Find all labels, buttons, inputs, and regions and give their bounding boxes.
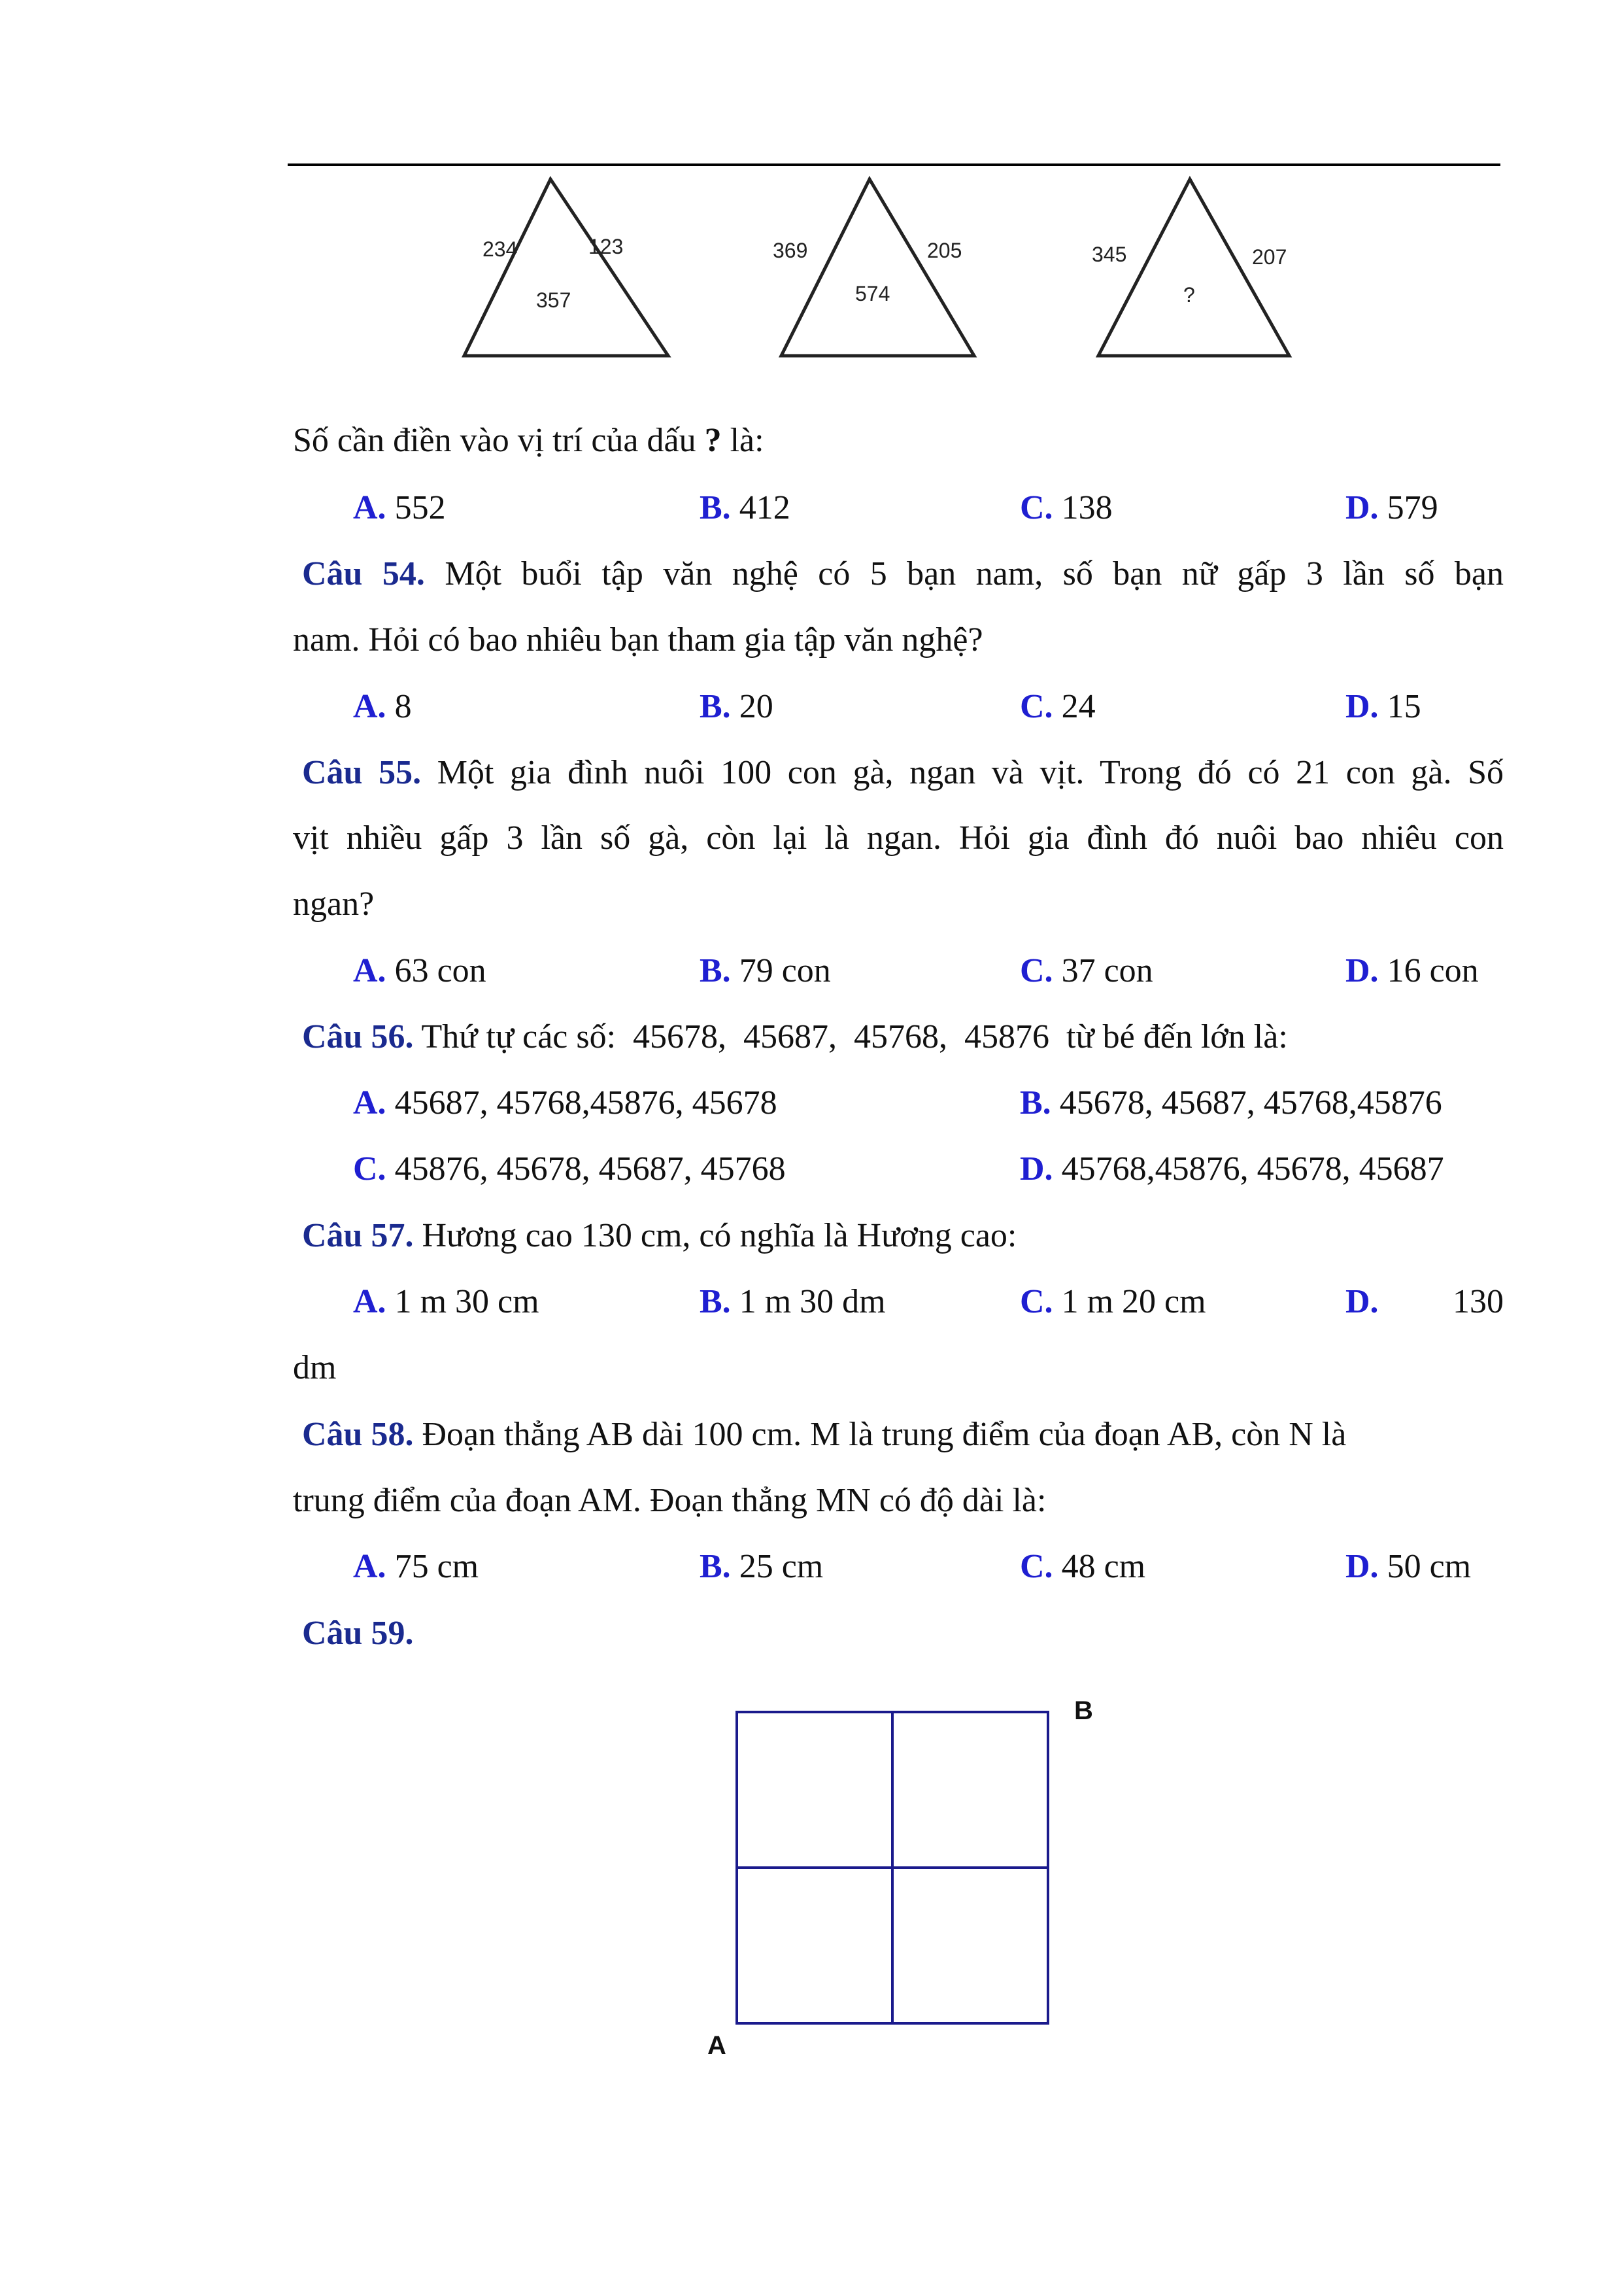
q57-wrap: dm (293, 1349, 337, 1386)
q56-option-a[interactable]: A. 45687, 45768,45876, 45678 (353, 1084, 777, 1122)
q55-option-d[interactable]: D. 16 con (1345, 952, 1479, 989)
q55-line1: Câu 55. Một gia đình nuôi 100 con gà, ngan và vịt. Trong đó có 21 con gà. Số (302, 754, 1504, 791)
triangle-1 (464, 179, 668, 356)
q58-line1: Câu 58. Đoạn thẳng AB dài 100 cm. M là trung điểm của đoạn AB, còn N là (302, 1416, 1347, 1453)
q58-option-d[interactable]: D. 50 cm (1345, 1548, 1472, 1585)
triangle-figure (431, 171, 1360, 397)
triangle-1-left: 234 (482, 237, 518, 261)
q53-option-a[interactable]: A. 552 (353, 489, 446, 526)
triangle-2-center: 574 (855, 282, 890, 305)
point-b-label: B (1074, 1696, 1093, 1725)
triangle-1-right: 123 (588, 235, 624, 258)
q58-number: Câu 58. (302, 1416, 414, 1453)
q57-option-a[interactable]: A. 1 m 30 cm (353, 1283, 539, 1320)
q55-option-b[interactable]: B. 79 con (700, 952, 831, 989)
q57-number: Câu 57. (302, 1217, 414, 1254)
q55-option-c[interactable]: C. 37 con (1020, 952, 1153, 989)
q56-option-b[interactable]: B. 45678, 45687, 45768,45876 (1020, 1084, 1442, 1122)
q53-prompt: Số cần điền vào vị trí của dấu ? là: (293, 422, 764, 459)
q55-line3: ngan? (293, 885, 375, 923)
q58-line2: trung điểm của đoạn AM. Đoạn thẳng MN có độ dài là: (293, 1482, 1047, 1519)
q56-option-d[interactable]: D. 45768,45876, 45678, 45687 (1020, 1150, 1444, 1188)
q56-number: Câu 56. (302, 1018, 414, 1055)
q53-option-b[interactable]: B. 412 (700, 489, 790, 526)
q54-option-a[interactable]: A. 8 (353, 688, 412, 725)
q58-option-a[interactable]: A. 75 cm (353, 1548, 479, 1585)
triangle-3 (1092, 179, 1289, 356)
q54-number: Câu 54. (302, 555, 425, 592)
q57-line1: Câu 57. Hương cao 130 cm, có nghĩa là Hương cao: (302, 1217, 1017, 1254)
q54-option-c[interactable]: C. 24 (1020, 688, 1096, 725)
square-grid (735, 1711, 1049, 2025)
q57-option-c[interactable]: C. 1 m 20 cm (1020, 1283, 1206, 1320)
q56-line1: Câu 56. Thứ tự các số: 45678, 45687, 45768, 45876 từ bé đến lớn là: (302, 1018, 1288, 1055)
q58-option-c[interactable]: C. 48 cm (1020, 1548, 1146, 1585)
triangle-3-right: 207 (1252, 245, 1287, 269)
triangle-2-right: 205 (927, 239, 962, 262)
q53-option-d[interactable]: D. 579 (1345, 489, 1438, 526)
q57-option-b[interactable]: B. 1 m 30 dm (700, 1283, 886, 1320)
q58-option-b[interactable]: B. 25 cm (700, 1548, 824, 1585)
triangle-2 (773, 179, 974, 356)
q55-line2: vịt nhiều gấp 3 lần số gà, còn lại là ngan. Hỏi gia đình đó nuôi bao nhiêu con (293, 819, 1504, 857)
q57-option-d[interactable]: D. 130 (1345, 1283, 1504, 1320)
q55-number: Câu 55. (302, 754, 422, 791)
q59-number: Câu 59. (302, 1615, 414, 1652)
q54-line2: nam. Hỏi có bao nhiêu bạn tham gia tập văn nghệ? (293, 621, 983, 659)
top-rule (288, 163, 1500, 166)
q54-option-b[interactable]: B. 20 (700, 688, 773, 725)
q55-option-a[interactable]: A. 63 con (353, 952, 486, 989)
triangle-3-left: 345 (1092, 243, 1127, 266)
triangle-2-left: 369 (773, 239, 808, 262)
point-a-label: A (707, 2031, 726, 2060)
q53-option-c[interactable]: C. 138 (1020, 489, 1113, 526)
q54-option-d[interactable]: D. 15 (1345, 688, 1421, 725)
triangle-1-center: 357 (536, 288, 571, 312)
q54-line1: Câu 54. Một buổi tập văn nghệ có 5 bạn nam, số bạn nữ gấp 3 lần số bạn (302, 555, 1504, 592)
q56-option-c[interactable]: C. 45876, 45678, 45687, 45768 (353, 1150, 786, 1188)
triangle-3-center: ? (1183, 283, 1195, 307)
